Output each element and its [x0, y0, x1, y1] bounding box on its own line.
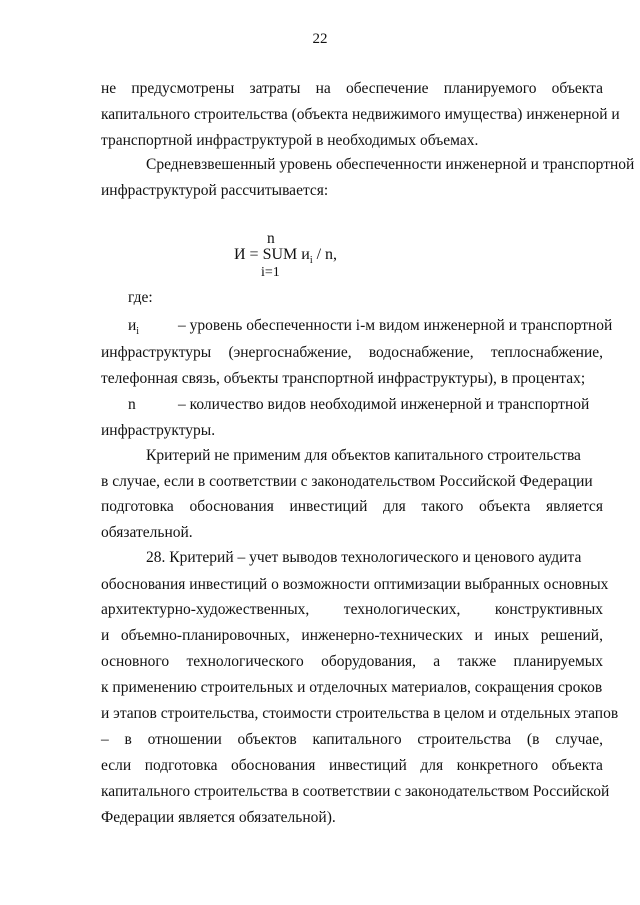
- paragraph-line: [101, 597, 603, 623]
- formula-main: [234, 246, 337, 266]
- word: капитального: [312, 731, 402, 748]
- paragraph-line: транспортной инфраструктурой в необходимых объемах.: [101, 132, 479, 149]
- definition-text: телефонная связь, объекты транспортной инфраструктуры), в процентах;: [101, 370, 586, 387]
- formula-subscript: i: [309, 255, 313, 267]
- paragraph-line: [101, 753, 603, 779]
- term-letter: и: [128, 317, 137, 334]
- word: на: [315, 80, 331, 97]
- word: случае,: [555, 731, 603, 748]
- formula-suffix: / n,: [312, 246, 338, 263]
- word: является: [545, 498, 603, 515]
- word: объемно-планировочных,: [120, 627, 290, 644]
- word: конкретного: [456, 757, 539, 774]
- word: –: [101, 731, 109, 748]
- word: для: [383, 498, 406, 515]
- word: теплоснабжение,: [490, 344, 603, 361]
- word: обоснования: [231, 757, 316, 774]
- word: объектов: [237, 731, 297, 748]
- formula-prefix: И = SUM и: [234, 246, 310, 263]
- word: такого: [421, 498, 464, 515]
- word: (энергоснабжение,: [228, 344, 352, 361]
- word: строительства: [417, 731, 512, 748]
- word: подготовка: [101, 498, 174, 515]
- where-label: где:: [128, 289, 153, 306]
- word: конструктивных: [494, 601, 603, 618]
- paragraph-line: 28. Критерий – учет выводов технологического и ценового аудита: [146, 549, 582, 566]
- definition-term: n: [128, 396, 136, 413]
- paragraph-line: обязательной.: [101, 524, 193, 541]
- paragraph-line: к применению строительных и отделочных материалов, сокращения сроков: [101, 679, 603, 696]
- paragraph-line: и этапов строительства, стоимости строительства в целом и отдельных этапов: [101, 705, 619, 722]
- word: если: [101, 757, 132, 774]
- definition-text: – уровень обеспеченности i-м видом инженерной и транспортной: [178, 317, 613, 334]
- word: предусмотрены: [131, 80, 235, 97]
- paragraph-line: обоснования инвестиций о возможности оптимизации выбранных основных: [101, 576, 609, 593]
- paragraph-line: Федерации является обязательной).: [101, 809, 336, 826]
- word: планируемого: [443, 80, 537, 97]
- word: и: [101, 627, 110, 644]
- definition-text: инфраструктуры.: [101, 422, 216, 439]
- paragraph-line: [101, 76, 603, 102]
- word: не: [101, 80, 117, 97]
- word: объекта: [479, 498, 531, 515]
- paragraph-line: [101, 623, 603, 649]
- word: в: [124, 731, 132, 748]
- definition-text: [101, 340, 603, 366]
- definition-text: – количество видов необходимой инженерной и транспортной: [178, 396, 590, 413]
- word: для: [420, 757, 444, 774]
- word: обеспечение: [346, 80, 429, 97]
- word: решений,: [540, 627, 603, 644]
- paragraph-line: капитального строительства (объекта недвижимого имущества) инженерной и: [101, 106, 620, 123]
- word: инвестиций: [289, 498, 368, 515]
- paragraph-line: Средневзвешенный уровень обеспеченности инженерной и транспортной: [146, 156, 635, 173]
- word: отношении: [147, 731, 222, 748]
- paragraph-line: [101, 727, 603, 753]
- word: планируемых: [513, 653, 603, 670]
- paragraph-line: Критерий не применим для объектов капитального строительства: [146, 447, 581, 464]
- word: основного: [101, 653, 170, 670]
- word: а: [433, 653, 441, 670]
- definition-term: [128, 313, 139, 339]
- word: и: [474, 627, 483, 644]
- formula-upper-limit: n: [267, 230, 275, 247]
- word: инвестиций: [328, 757, 407, 774]
- paragraph-line: инфраструктурой рассчитывается:: [101, 182, 329, 199]
- word: также: [457, 653, 497, 670]
- word: водоснабжение,: [368, 344, 474, 361]
- word: подготовка: [144, 757, 218, 774]
- word: инфраструктуры: [101, 344, 212, 361]
- word: оборудования,: [321, 653, 416, 670]
- paragraph-line: [101, 649, 603, 675]
- word: иных: [494, 627, 530, 644]
- word: объекта: [551, 80, 603, 97]
- word: затраты: [249, 80, 301, 97]
- word: объекта: [551, 757, 603, 774]
- word: (в: [526, 731, 540, 748]
- page-number: 22: [312, 31, 328, 47]
- word: обоснования: [189, 498, 274, 515]
- paragraph-line: в случае, если в соответствии с законодательством Российской Федерации: [101, 473, 593, 490]
- paragraph-line: [101, 494, 603, 520]
- formula-lower-limit: i=1: [261, 265, 280, 280]
- word: технологического: [186, 653, 304, 670]
- term-subscript: i: [136, 326, 140, 338]
- paragraph-line: капитального строительства в соответствии с законодательством Российской: [101, 783, 610, 800]
- word: инженерно-технических: [301, 627, 463, 644]
- word: архитектурно-художественных,: [101, 601, 310, 618]
- word: технологических,: [343, 601, 461, 618]
